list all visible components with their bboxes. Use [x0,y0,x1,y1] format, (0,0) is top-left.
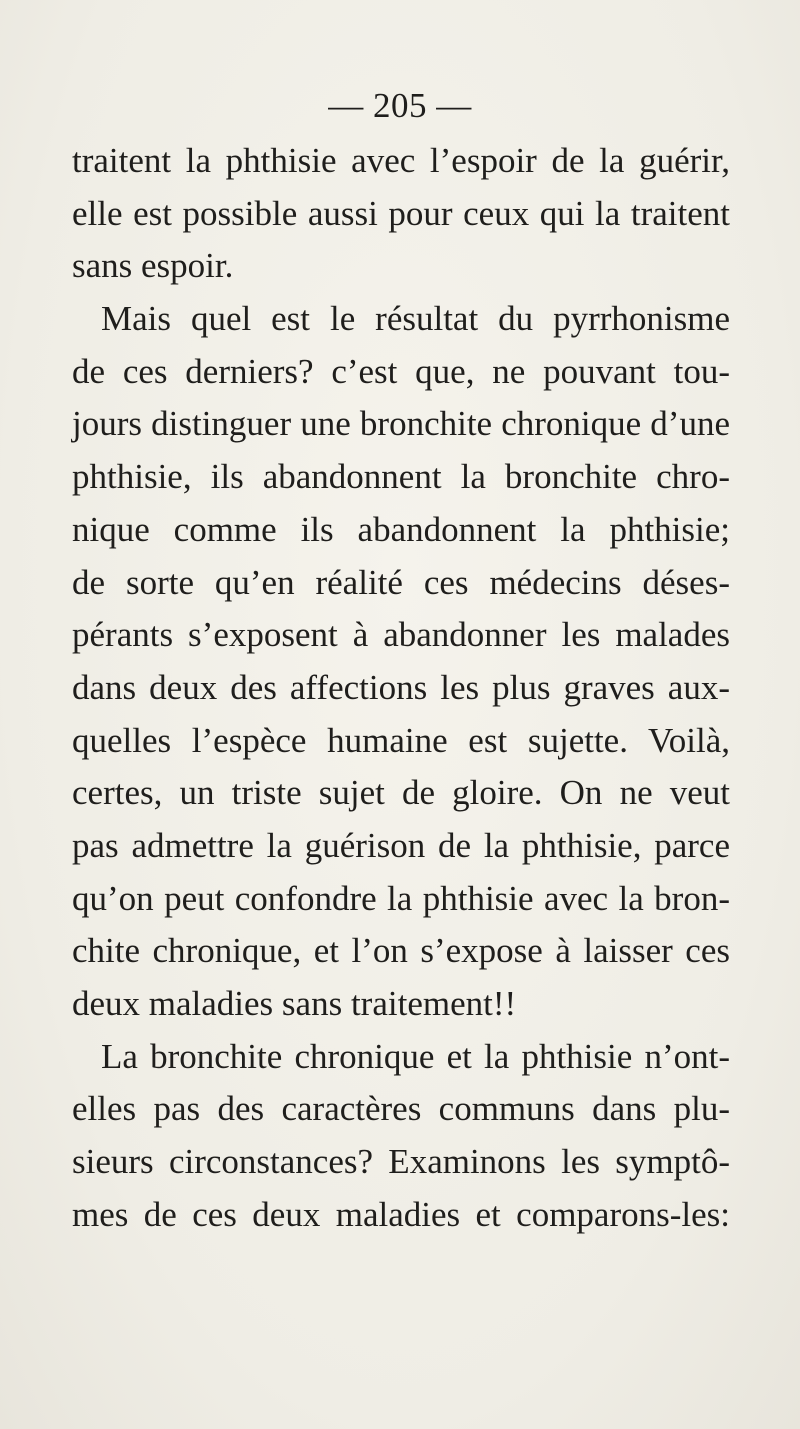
text-line: quelles l’espèce humaine est sujette. Voilà, [72,720,730,760]
body-text [72,135,730,1241]
text-line: de ces derniers? c’est que, ne pouvant tou- [72,351,730,391]
text-line: qu’on peut confondre la phthisie avec la bron- [72,878,730,918]
text-line: sans espoir. [72,246,234,286]
text-line: de sorte qu’en réalité ces médecins déses- [72,562,730,602]
text-line: Mais quel est le résultat du pyrrhonisme [101,299,730,339]
text-line: elles pas des caractères communs dans plu- [72,1089,730,1129]
text-line: mes de ces deux maladies et comparons-les: [72,1194,730,1234]
text-line: La bronchite chronique et la phthisie n’ont- [101,1036,730,1076]
text-line: traitent la phthisie avec l’espoir de la guérir, [72,141,730,180]
text-line: dans deux des affections les plus graves aux- [72,667,730,707]
text-line: jours distinguer une bronchite chronique d’une [72,404,730,444]
text-line: certes, un triste sujet de gloire. On ne veut [72,773,730,813]
text-line: pérants s’exposent à abandonner les malades [72,615,730,655]
text-line: nique comme ils abandonnent la phthisie; [72,509,730,549]
text-line: pas admettre la guérison de la phthisie, parce [72,825,730,865]
text-line: phthisie, ils abandonnent la bronchite chro- [72,457,730,497]
text-line: elle est possible aussi pour ceux qui la traitent [72,193,730,233]
text-line: chite chronique, et l’on s’expose à laisser ces [72,931,730,971]
text-line: deux maladies sans traitement!! [72,984,517,1023]
page-number: — 205 — [328,86,472,125]
text-line: sieurs circonstances? Examinons les symptô- [72,1142,730,1182]
